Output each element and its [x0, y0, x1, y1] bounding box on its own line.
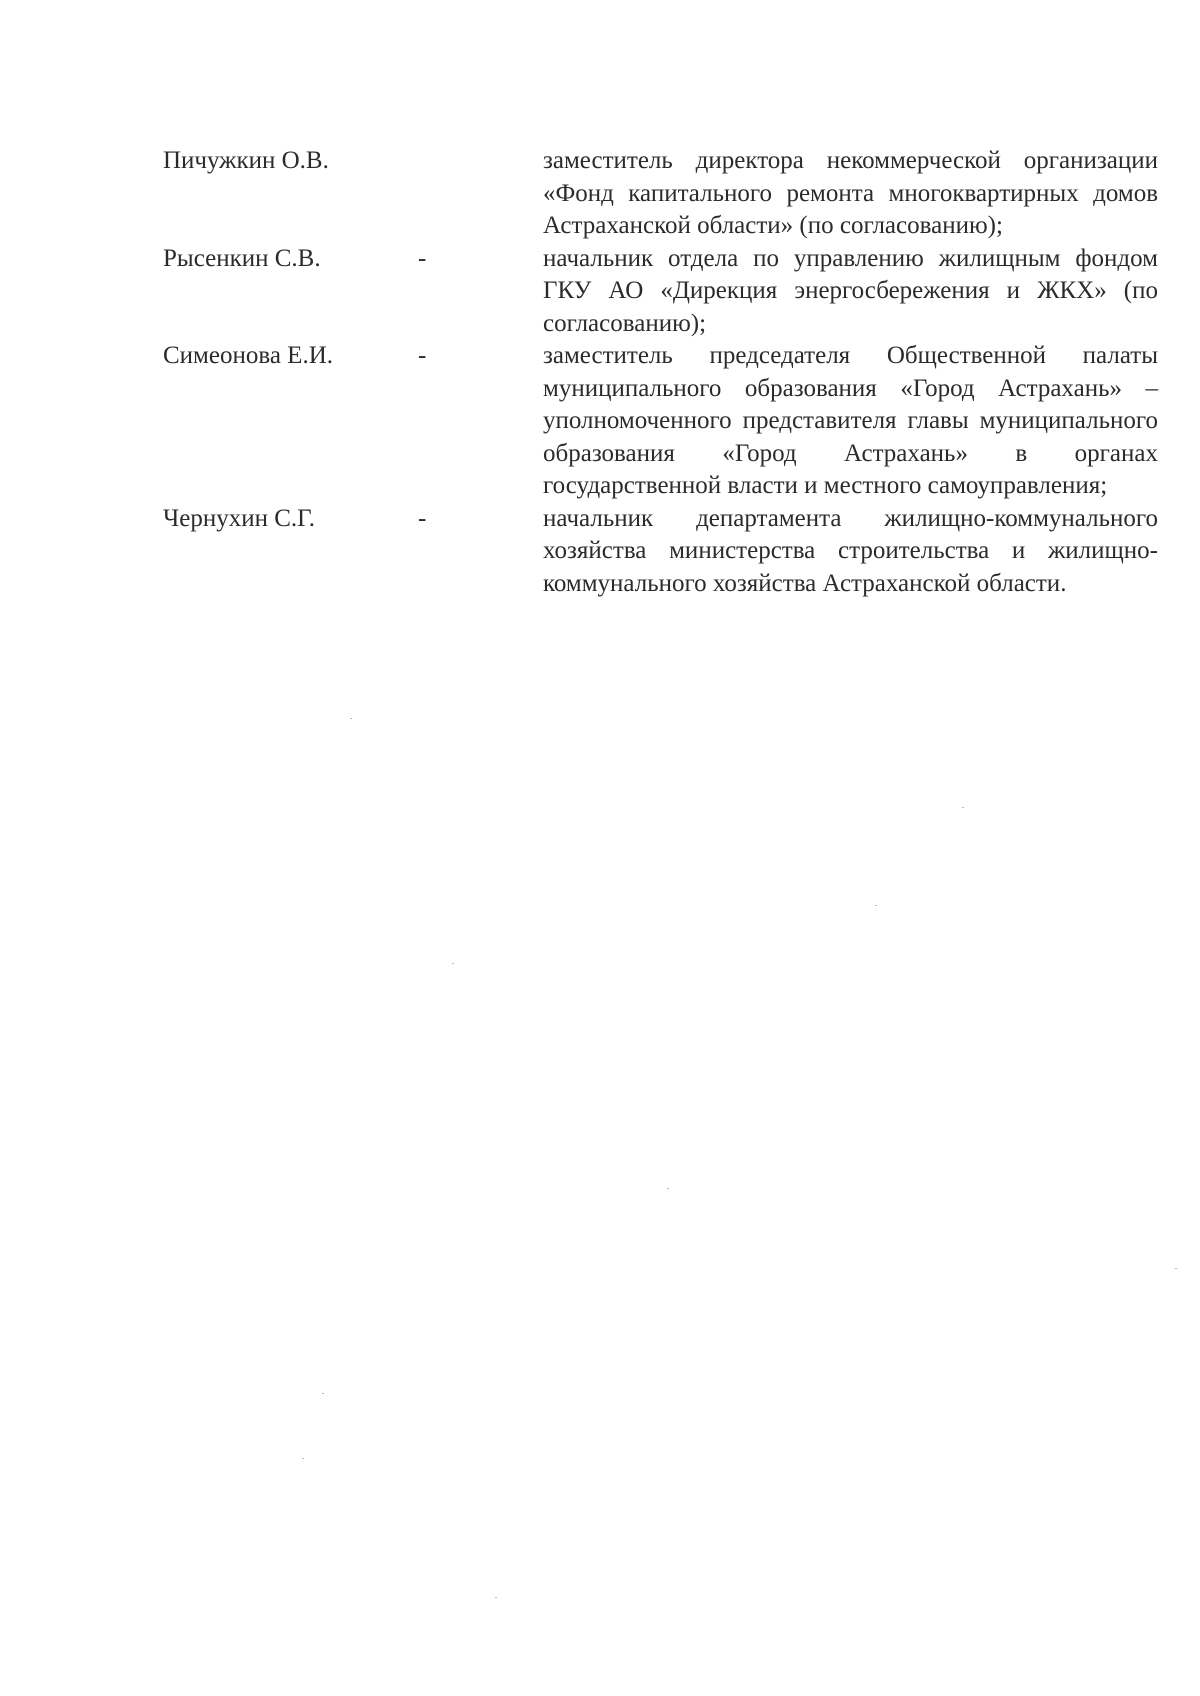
member-role: начальник отдела по управлению жилищным фондом ГКУ АО «Дирекция энергосбережения и ЖКХ» (по согласованию); — [543, 244, 1158, 337]
member-row — [163, 503, 1158, 601]
member-dash: - — [418, 244, 427, 272]
scan-speck — [322, 1393, 324, 1394]
member-row — [163, 145, 1158, 243]
member-row — [163, 243, 1158, 341]
member-role: заместитель председателя Общественной палаты муниципального образования «Город Астрахань» – уполномоченного представителя главы муниципального образования «Город Астрахань» в органах государственной власти и местного самоуправления; — [543, 342, 1158, 499]
scan-speck — [962, 807, 964, 808]
scan-speck — [875, 905, 877, 906]
member-dash: - — [418, 342, 427, 369]
scan-speck — [495, 1597, 497, 1598]
member-row — [163, 340, 1158, 503]
member-name: Рысенкин С.В. — [163, 244, 321, 272]
member-role: начальник департамента жилищно-коммунального хозяйства министерства строительства и жилищно-коммунального хозяйства Астраханской области. — [543, 504, 1158, 597]
members-list — [163, 145, 1158, 600]
scan-speck — [1175, 1268, 1177, 1269]
scan-speck — [667, 1188, 669, 1189]
scan-speck — [452, 963, 454, 964]
member-dash: - — [418, 504, 427, 532]
scan-speck — [302, 1458, 304, 1459]
member-role: заместитель директора некоммерческой организации «Фонд капитального ремонта многоквартирных домов Астраханской области» (по согласованию); — [543, 147, 1158, 239]
member-name: Симеонова Е.И. — [163, 342, 333, 369]
member-name: Чернухин С.Г. — [163, 504, 316, 532]
member-name: Пичужкин О.В. — [163, 147, 329, 174]
scan-speck — [350, 718, 352, 719]
